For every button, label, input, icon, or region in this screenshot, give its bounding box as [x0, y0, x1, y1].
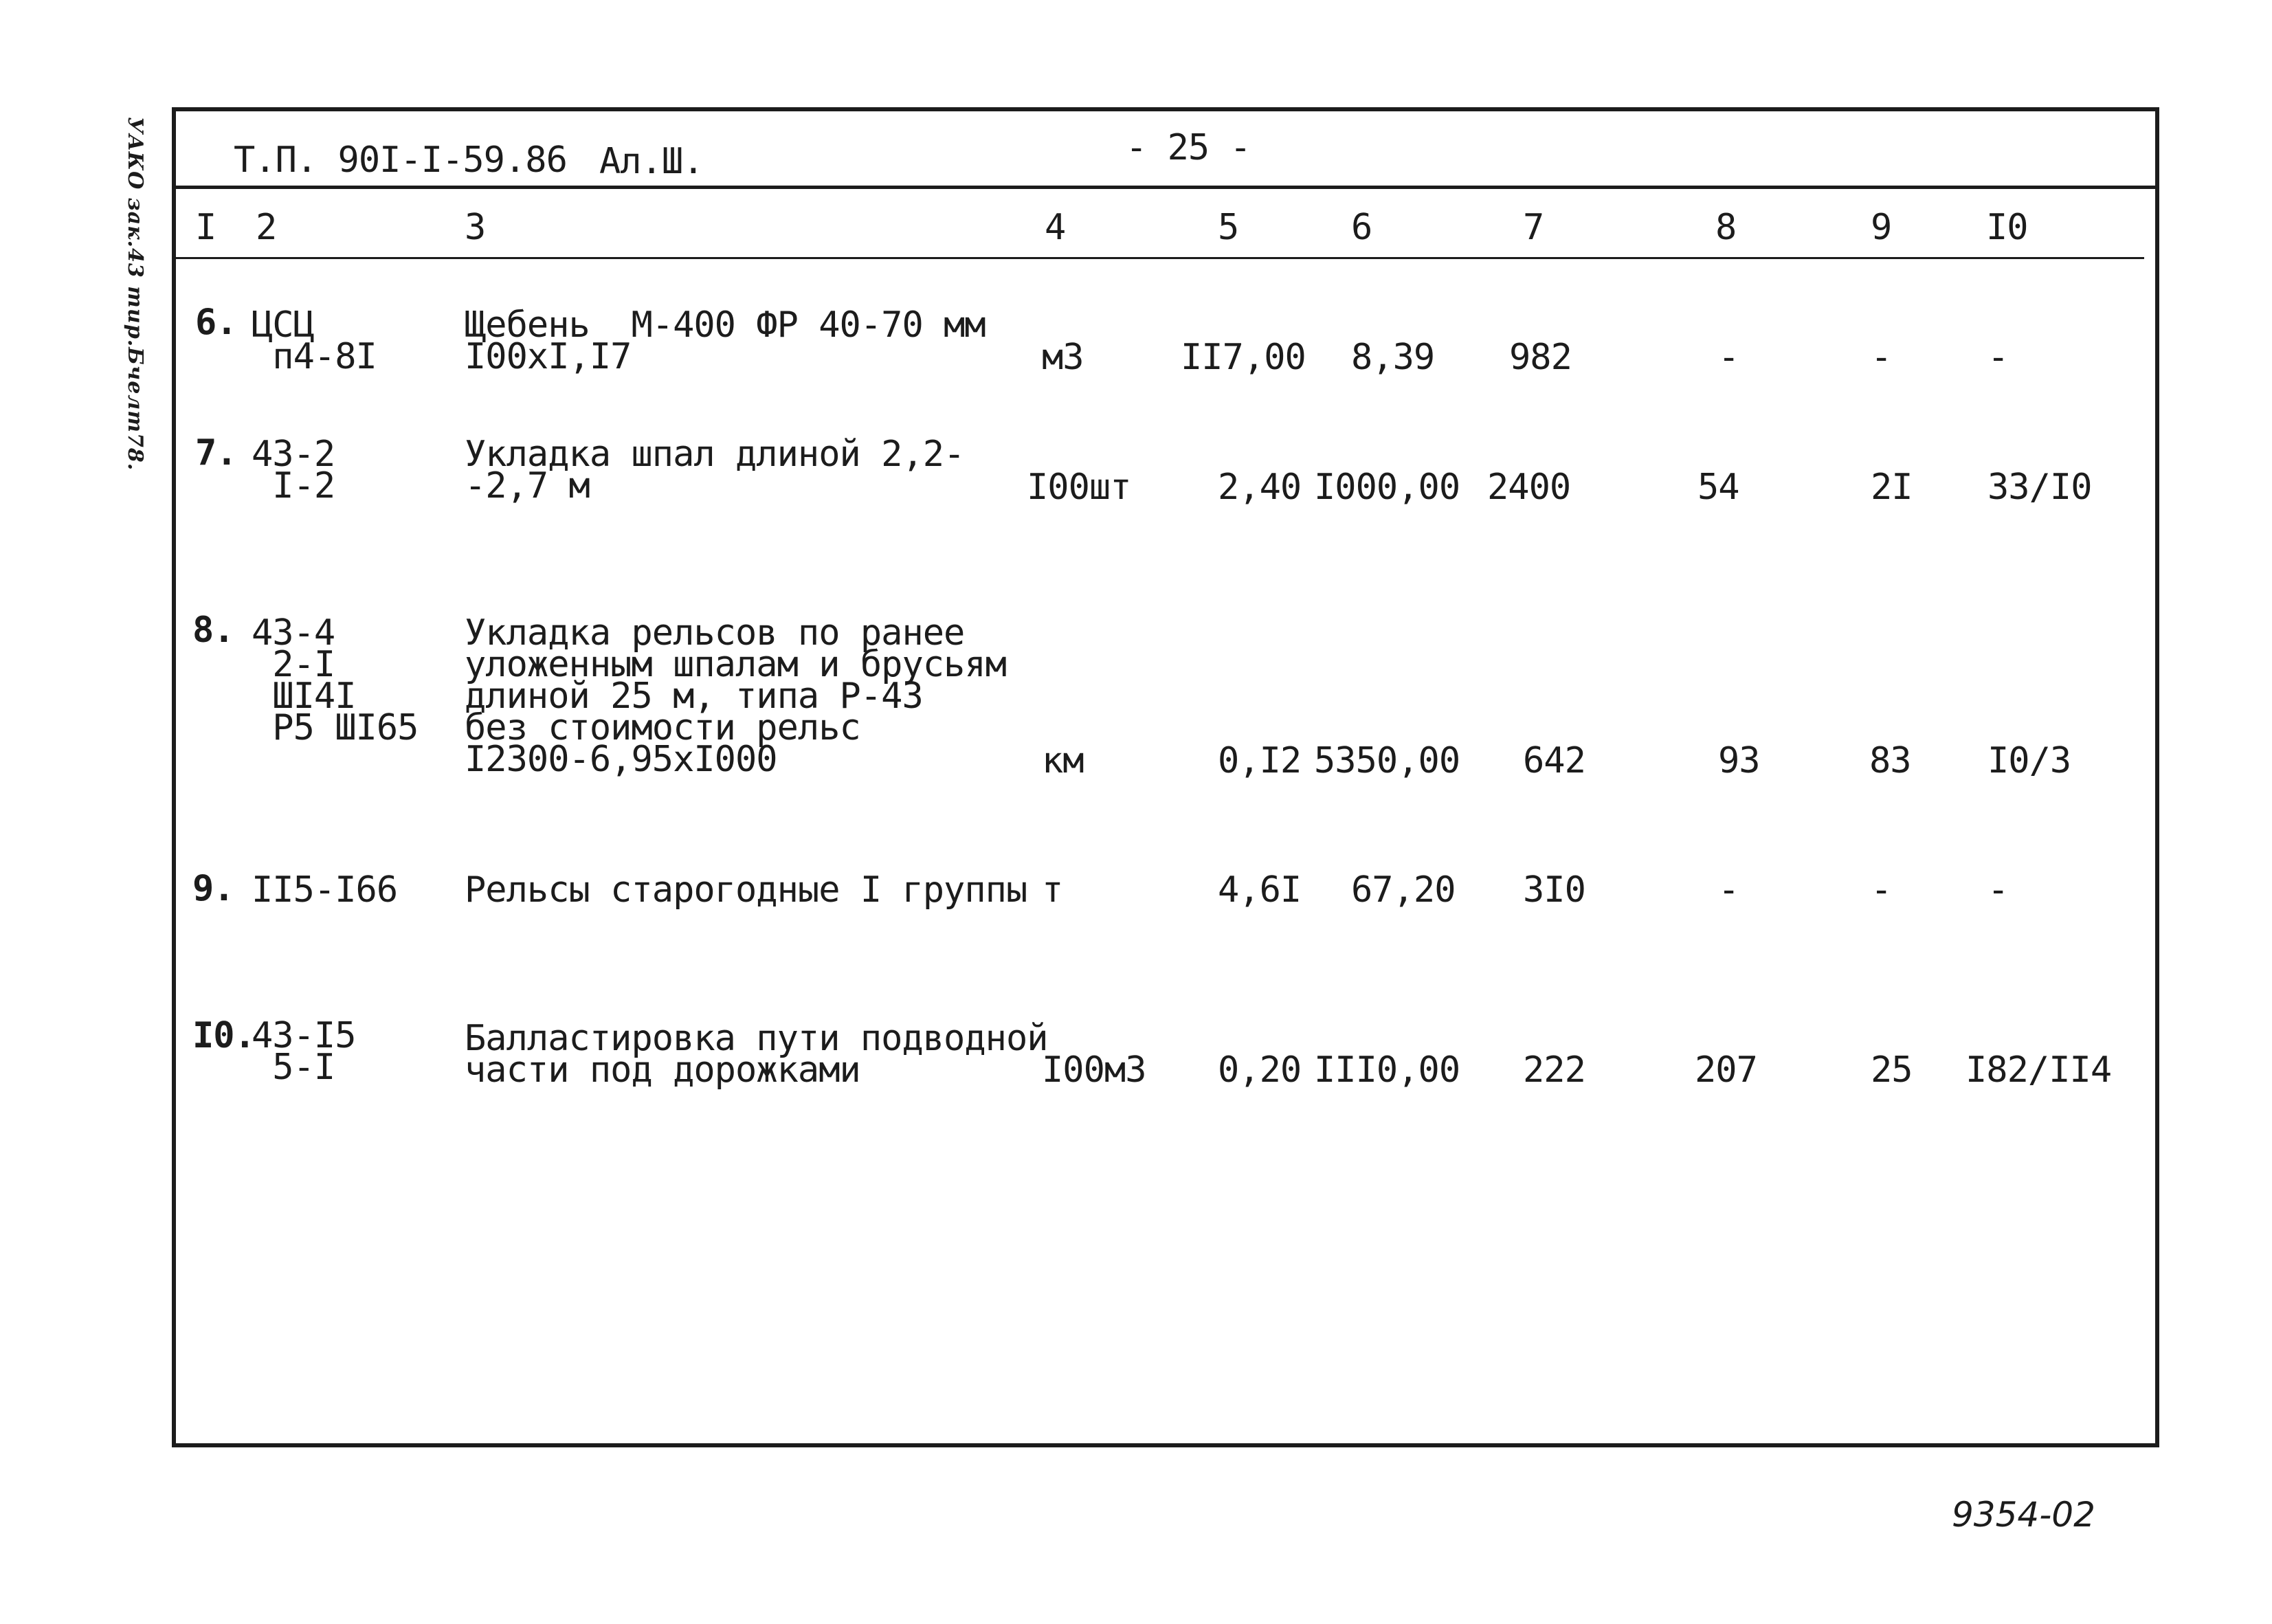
row-quantity: II7,00	[1181, 337, 1306, 378]
column-header-10: I0	[1986, 207, 2028, 248]
row-unit: м3	[1042, 337, 1084, 378]
row-description: Балластировка пути подводной части под дорожками	[465, 1018, 1048, 1091]
row-total: 642	[1523, 740, 1585, 781]
row-unit-price: III0,00	[1314, 1049, 1460, 1091]
row-code: 43-I5 5-I	[252, 1015, 356, 1088]
row-unit: I00м3	[1042, 1049, 1146, 1091]
page-number: - 25 -	[1126, 127, 1251, 168]
row-number: 8.	[192, 610, 234, 651]
column-header-divider	[172, 257, 2144, 259]
column-header-1: I	[195, 207, 216, 248]
column-header-2: 2	[256, 207, 277, 248]
row-number: 7.	[195, 432, 237, 474]
row-total: 982	[1509, 337, 1572, 378]
row-total: 222	[1523, 1049, 1585, 1091]
row-col-9: 2I	[1871, 467, 1913, 508]
album-label: Ал.Ш.	[599, 141, 704, 182]
row-col-10: I0/3	[1987, 740, 2071, 781]
row-col-10: -	[1987, 869, 2009, 911]
row-code: 43-2 I-2	[252, 434, 335, 507]
row-col-9: 83	[1869, 740, 1911, 781]
row-code: 43-4 2-I ШI4I Р5 ШI65	[252, 612, 419, 748]
row-unit: км	[1042, 740, 1084, 781]
row-col-8: 207	[1695, 1049, 1757, 1091]
row-col-8: -	[1718, 869, 1739, 911]
row-unit-price: 67,20	[1351, 869, 1456, 911]
row-quantity: 2,40	[1218, 467, 1302, 508]
side-stamp: УАКО зак.43 тир.Бчелт78.	[123, 117, 147, 471]
row-number: 9.	[192, 868, 234, 909]
column-header-5: 5	[1218, 207, 1239, 248]
handwritten-number: 9354-02	[1952, 1495, 2095, 1535]
row-col-9: -	[1871, 869, 1892, 911]
row-code: ЦСЦ п4-8I	[252, 304, 377, 377]
row-col-9: -	[1871, 337, 1892, 378]
row-col-10: I82/II4	[1965, 1049, 2112, 1091]
row-number: I0.	[192, 1015, 255, 1056]
column-header-4: 4	[1045, 207, 1066, 248]
row-number: 6.	[195, 302, 237, 343]
row-quantity: 0,20	[1218, 1049, 1302, 1091]
row-col-10: -	[1987, 337, 2009, 378]
column-header-7: 7	[1523, 207, 1544, 248]
column-header-6: 6	[1351, 207, 1372, 248]
row-unit: т	[1042, 869, 1063, 911]
row-col-8: -	[1718, 337, 1739, 378]
row-col-10: 33/I0	[1987, 467, 2092, 508]
row-quantity: 4,6I	[1218, 869, 1302, 911]
row-unit-price: 8,39	[1351, 337, 1435, 378]
row-total: 3I0	[1523, 869, 1585, 911]
document-code: Т.П. 90I-I-59.86	[234, 140, 567, 181]
row-unit: I00шт	[1027, 467, 1131, 508]
row-unit-price: I000,00	[1314, 467, 1460, 508]
row-col-8: 54	[1697, 467, 1739, 508]
row-quantity: 0,I2	[1218, 740, 1302, 781]
column-header-3: 3	[465, 207, 486, 248]
column-header-8: 8	[1715, 207, 1737, 248]
row-description: Укладка шпал длиной 2,2- -2,7 м	[465, 434, 965, 507]
row-col-8: 93	[1718, 740, 1760, 781]
row-code: II5-I66	[252, 869, 398, 911]
row-description: Щебень М-400 ФР 40-70 мм I00xI,I7	[465, 304, 985, 377]
row-description: Укладка рельсов по ранее уложенным шпалам и брусьям длиной 25 м, типа Р-43 без стоимости рельс I2300-6,95xI000	[465, 612, 1006, 780]
header-divider	[172, 186, 2159, 189]
row-unit-price: 5350,00	[1314, 740, 1460, 781]
column-header-9: 9	[1871, 207, 1892, 248]
row-description: Рельсы старогодные I группы	[465, 869, 1027, 911]
row-col-9: 25	[1871, 1049, 1913, 1091]
row-total: 2400	[1487, 467, 1571, 508]
